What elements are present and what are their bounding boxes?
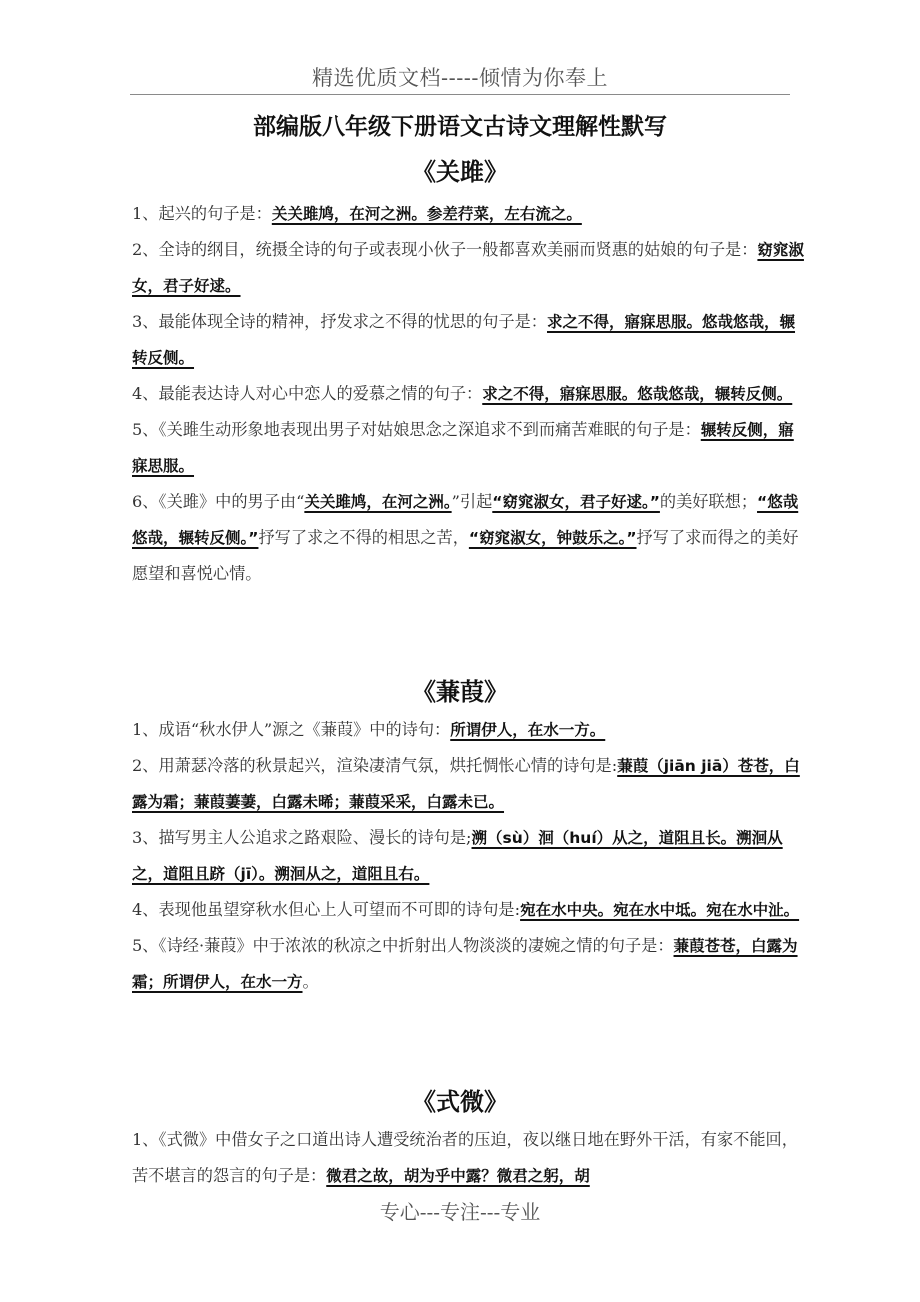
answer-text: “窈窕淑女，钟鼓乐之。”: [468, 529, 637, 547]
page-footer: 专心---专注---专业: [379, 1200, 541, 1224]
question-text: 2、用萧瑟冷落的秋景起兴，渲染凄清气氛，烘托惆怅心情的诗句是:: [132, 756, 618, 775]
question-text: 3、描写男主人公追求之路艰险、漫长的诗句是;: [132, 828, 472, 847]
question-item: [132, 232, 804, 304]
question-text: 1、起兴的句子是：: [132, 204, 272, 223]
question-item: [132, 820, 804, 892]
question-item: [132, 892, 804, 928]
answer-text: 辗转反侧，寤寐思服。: [132, 421, 794, 475]
question-text: 抒写了求而得之的美好愿望和喜悦心情。: [132, 528, 799, 583]
section-body-shiwei: [132, 1122, 804, 1194]
question-text: 抒写了求之不得的相思之苦，: [258, 528, 469, 547]
question-item: [132, 928, 804, 1000]
section-body-guanju: [132, 196, 804, 592]
answer-text: 宛在水中央。宛在水中坻。宛在水中沚。: [520, 901, 800, 919]
answer-text: 关关雎鸠，在河之洲。参差荇菜，左右流之。: [271, 205, 582, 223]
header-divider: [130, 94, 790, 95]
answer-text: 溯（sù）洄（huí）从之，道阻且长。溯洄从之，道阻且跻（jī）。溯洄从之，道阻且右。: [132, 829, 783, 883]
answer-text: 蒹葭苍苍，白露为霜；所谓伊人，在水一方: [132, 937, 798, 991]
question-text: 5、《诗经·蒹葭》中于浓浓的秋凉之中折射出人物淡淡的凄婉之情的句子是：: [132, 936, 674, 955]
question-text: 6、《关雎》中的男子由“: [132, 492, 305, 511]
section-body-jianjia: [132, 712, 804, 1000]
answer-text: 蒹葭（jiān jiā）苍苍，白露为霜；蒹葭萋萋，白露未晞；蒹葭采采，白露未已。: [132, 757, 800, 811]
section-title-guanju: 《关雎》: [412, 158, 508, 186]
question-text: 4、最能表达诗人对心中恋人的爱慕之情的句子：: [132, 384, 483, 403]
question-text: 3、最能体现全诗的精神，抒发求之不得的忧思的句子是：: [132, 312, 547, 331]
document-title: 部编版八年级下册语文古诗文理解性默写: [253, 114, 667, 140]
question-item: [132, 376, 804, 412]
section-title-shiwei: 《式微》: [412, 1088, 508, 1116]
answer-text: “悠哉悠哉，辗转反侧。”: [132, 493, 799, 547]
question-text: 4、表现他虽望穿秋水但心上人可望而不可即的诗句是:: [132, 900, 521, 919]
answer-text: “窈窕淑女，君子好逑。”: [492, 493, 660, 511]
question-text: 1、《式微》中借女子之口道出诗人遭受统治者的压迫，夜以继日地在野外干活，有家不能回，苦不堪言的怨言的句子是：: [132, 1130, 798, 1185]
question-item: [132, 1122, 804, 1194]
answer-text: 微君之故，胡为乎中露？微君之躬，胡: [326, 1167, 590, 1185]
section-title-jianjia: 《蒹葭》: [412, 678, 508, 706]
question-item: [132, 712, 804, 748]
question-item: [132, 412, 804, 484]
question-item: [132, 748, 804, 820]
question-item: [132, 304, 804, 376]
answer-text: 窈窕淑女，君子好逑。: [132, 241, 804, 295]
question-text: 2、全诗的纲目，统摄全诗的句子或表现小伙子一般都喜欢美丽而贤惠的姑娘的句子是：: [132, 240, 758, 259]
answer-text: 求之不得，寤寐思服。悠哉悠哉，辗转反侧。: [132, 313, 796, 367]
question-item: [132, 196, 804, 232]
answer-text: 求之不得，寤寐思服。悠哉悠哉，辗转反侧。: [482, 385, 793, 403]
question-text: 5、《关雎生动形象地表现出男子对姑娘思念之深追求不到而痛苦难眠的句子是：: [132, 420, 701, 439]
question-text: 。: [302, 972, 319, 991]
question-text: 的美好联想；: [659, 492, 758, 511]
question-text: 1、成语“秋水伊人”源之《蒹葭》中的诗句：: [132, 720, 451, 739]
answer-text: 所谓伊人，在水一方。: [450, 721, 606, 739]
question-item: [132, 484, 804, 592]
page-header: 精选优质文档-----倾情为你奉上: [312, 66, 608, 90]
answer-text: 关关雎鸠，在河之洲。: [304, 493, 452, 511]
question-text: ”引起: [451, 492, 493, 511]
